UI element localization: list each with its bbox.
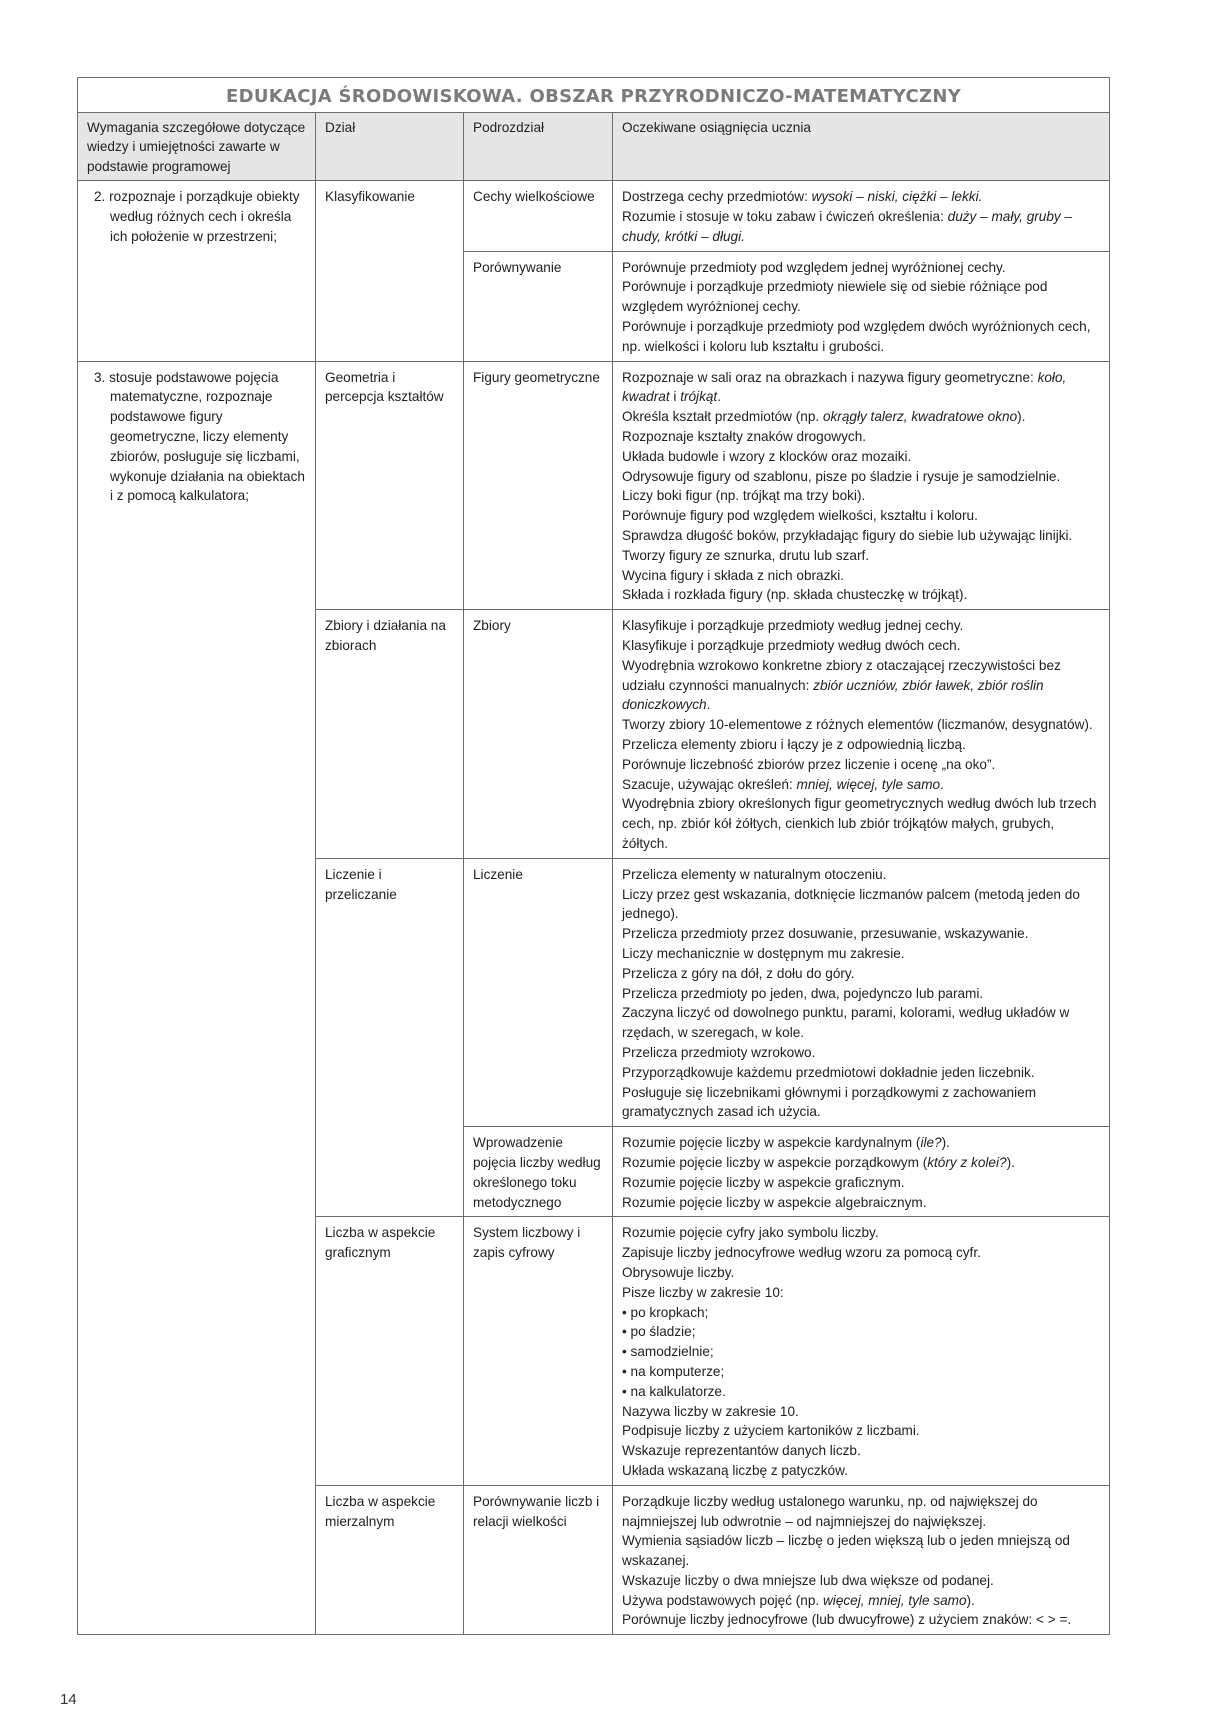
section-zbiory: Zbiory i działania na zbiorach [316, 610, 464, 859]
section-liczenie: Liczenie i przeliczanie [316, 858, 464, 1217]
subsection-system: System liczbowy i zapis cyfrowy [464, 1217, 613, 1485]
subsection-porownywanie-liczb: Porównywanie liczb i relacji wielkości [464, 1485, 613, 1635]
bullet-item: • po śladzie; [622, 1324, 696, 1340]
section-geometria: Geometria i percepcja kształtów [316, 361, 464, 610]
curriculum-table [77, 77, 1110, 1635]
bullet-item: • po kropkach; [622, 1304, 709, 1320]
section-klasyfikowanie: Klasyfikowanie [316, 181, 464, 361]
section-graficzny: Liczba w aspekcie graficznym [316, 1217, 464, 1485]
header-subsection: Podrozdział [464, 112, 613, 181]
table-title: EDUKACJA ŚRODOWISKOWA. OBSZAR PRZYRODNICZO-MATEMATYCZNY [78, 78, 1110, 113]
header-section: Dział [316, 112, 464, 181]
header-requirements: Wymagania szczegółowe dotyczące wiedzy i umiejętności zawarte w podstawie programowej [78, 112, 316, 181]
bullet-item: • na komputerze; [622, 1363, 725, 1379]
section-mierzalny: Liczba w aspekcie mierzalnym [316, 1485, 464, 1635]
subsection-cechy: Cechy wielkościowe [464, 181, 613, 251]
requirement-3: 3. stosuje podstawowe pojęcia matematyczne, rozpoznaje podstawowe figury geometryczne, liczy elementy zbiorów, posługuje się liczbami, wykonuje działania na obiektach i z pomocą kalkulatora; [78, 361, 316, 1635]
outcomes-system: Rozumie pojęcie cyfry jako symbolu liczby. Zapisuje liczby jednocyfrowe według wzoru za pomocą cyfr. Obrysowuje liczby. Pisze liczby w zakresie 10: • po kropkach; • po śladzie; • samodzielnie; • na komputerze; • na kalkulatorze. Nazywa liczby w zakresie 10. Podpisuje liczby z użyciem kartoników z liczbami. Wskazuje reprezentantów danych liczb. Układa wskazaną liczbę z patyczków. [613, 1217, 1110, 1485]
page-number: 14 [60, 1691, 77, 1708]
header-outcomes: Oczekiwane osiągnięcia ucznia [613, 112, 1110, 181]
curriculum-table-page [77, 77, 1109, 1635]
outcomes-porownywanie-liczb: Porządkuje liczby według ustalonego warunku, np. od największej do najmniejszej lub odwrotnie – od najmniejszej do największej. Wymienia sąsiadów liczb – liczbę o jeden większą lub o jeden mniejszą od wskazanej. Wskazuje liczby o dwa mniejsze lub dwa większe od podanej. Używa podstawowych pojęć (np. więcej, mniej, tyle samo). Porównuje liczby jednocyfrowe (lub dwucyfrowe) z użyciem znaków: < > =. [613, 1485, 1110, 1635]
subsection-liczenie: Liczenie [464, 858, 613, 1126]
subsection-figury: Figury geometryczne [464, 361, 613, 610]
outcomes-figury: Rozpoznaje w sali oraz na obrazkach i nazywa figury geometryczne: koło, kwadrat i trójkąt. Określa kształt przedmiotów (np. okrągły talerz, kwadratowe okno). Rozpoznaje kształty znaków drogowych. Układa budowle i wzory z klocków oraz mozaiki. Odrysowuje figury od szablonu, pisze po śladzie i rysuje je samodzielnie. Liczy boki figur (np. trójkąt ma trzy boki). Porównuje figury pod względem wielkości, kształtu i koloru. Sprawdza długość boków, przykładając figury do siebie lub używając linijki. Tworzy figury ze sznurka, drutu lub szarf. Wycina figury i składa z nich obrazki. Składa i rozkłada figury (np. składa chusteczkę w trójkąt). [613, 361, 1110, 610]
bullet-item: • samodzielnie; [622, 1344, 714, 1360]
subsection-zbiory: Zbiory [464, 610, 613, 859]
outcomes-liczenie: Przelicza elementy w naturalnym otoczeniu. Liczy przez gest wskazania, dotknięcie liczmanów palcem (metodą jeden do jednego). Przelicza przedmioty przez dosuwanie, przesuwanie, wskazywanie. Liczy mechanicznie w dostępnym mu zakresie. Przelicza z góry na dół, z dołu do góry. Przelicza przedmioty po jeden, dwa, pojedynczo lub parami. Zaczyna liczyć od dowolnego punktu, parami, kolorami, według układów w rzędach, w szeregach, w kole. Przelicza przedmioty wzrokowo. Przyporządkowuje każdemu przedmiotowi dokładnie jeden liczebnik. Posługuje się liczebnikami głównymi i porządkowymi z zachowaniem gramatycznych zasad ich użycia. [613, 858, 1110, 1126]
outcomes-porownywanie: Porównuje przedmioty pod względem jednej wyróżnionej cechy. Porównuje i porządkuje przedmioty niewiele się od siebie różniące pod względem wyróżnionej cechy. Porównuje i porządkuje przedmioty pod względem dwóch wyróżnionych cech, np. wielkości i koloru lub kształtu i grubości. [613, 251, 1110, 361]
subsection-porownywanie: Porównywanie [464, 251, 613, 361]
subsection-wprowadzenie: Wprowadzenie pojęcia liczby według określonego toku metodycznego [464, 1127, 613, 1217]
bullet-item: • na kalkulatorze. [622, 1383, 726, 1399]
requirement-2: 2. rozpoznaje i porządkuje obiekty według różnych cech i określa ich położenie w przestrzeni; [78, 181, 316, 361]
outcomes-wprowadzenie: Rozumie pojęcie liczby w aspekcie kardynalnym (ile?). Rozumie pojęcie liczby w aspekcie porządkowym (który z kolei?). Rozumie pojęcie liczby w aspekcie graficznym. Rozumie pojęcie liczby w aspekcie algebraicznym. [613, 1127, 1110, 1217]
outcomes-zbiory: Klasyfikuje i porządkuje przedmioty według jednej cechy. Klasyfikuje i porządkuje przedmioty według dwóch cech. Wyodrębnia wzrokowo konkretne zbiory z otaczającej rzeczywistości bez udziału czynności manualnych: zbiór uczniów, zbiór ławek, zbiór roślin doniczkowych. Tworzy zbiory 10-elementowe z różnych elementów (liczmanów, desygnatów). Przelicza elementy zbioru i łączy je z odpowiednią liczbą. Porównuje liczebność zbiorów przez liczenie i ocenę „na oko”. Szacuje, używając określeń: mniej, więcej, tyle samo. Wyodrębnia zbiory określonych figur geometrycznych według dwóch lub trzech cech, np. zbiór kół żółtych, cienkich lub zbiór trójkątów małych, grubych, żółtych. [613, 610, 1110, 859]
outcomes-cechy: Dostrzega cechy przedmiotów: wysoki – niski, ciężki – lekki. Rozumie i stosuje w toku zabaw i ćwiczeń określenia: duży – mały, gruby – chudy, krótki – długi. [613, 181, 1110, 251]
